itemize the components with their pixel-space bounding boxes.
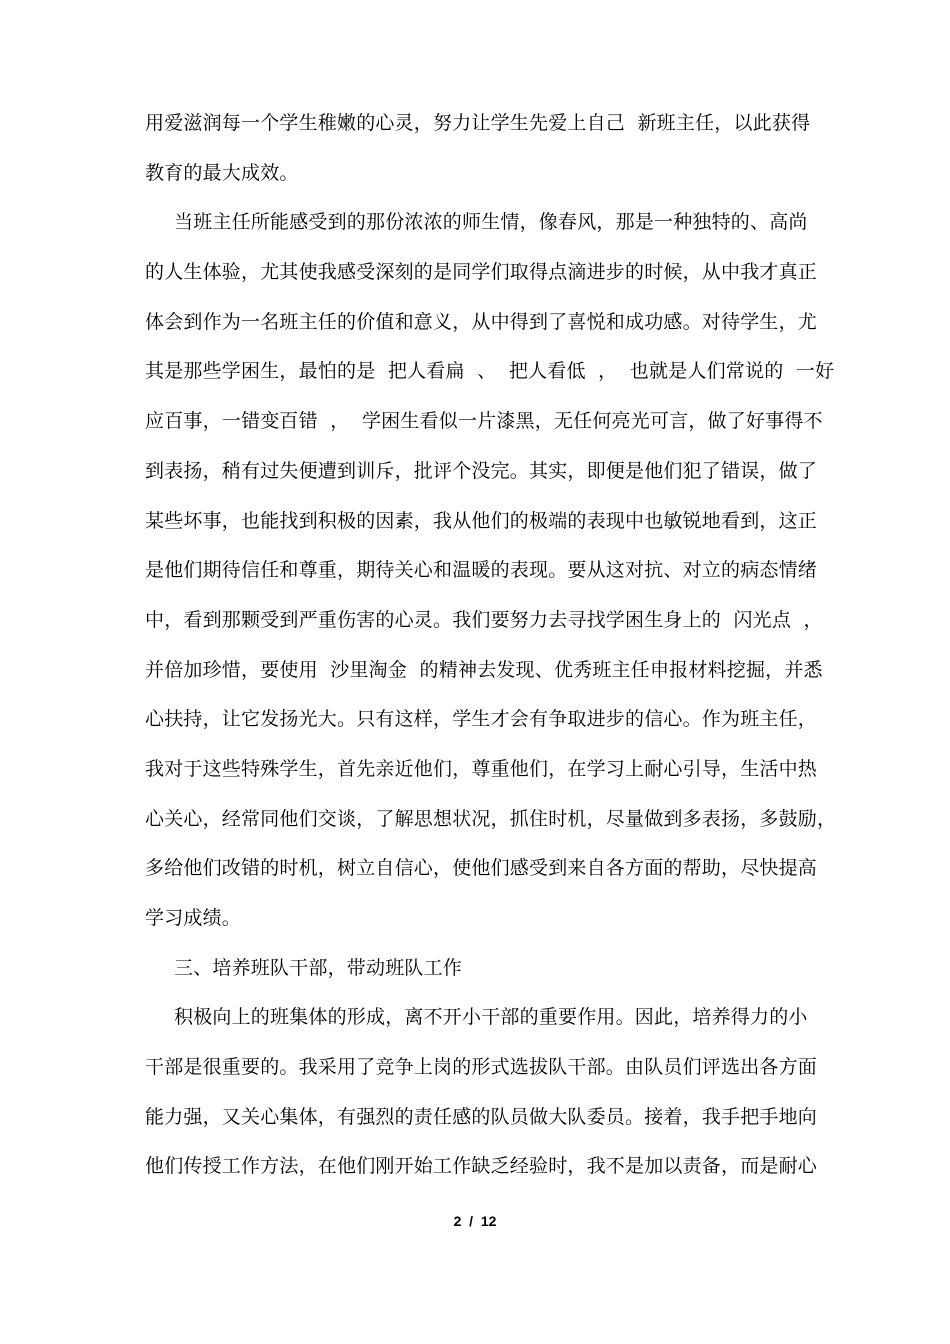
text-line: 的人生体验，尤其使我感受深刻的是同学们取得点滴进步的时候，从中我才真正 (145, 261, 818, 284)
text-line: 他们传授工作方法，在他们刚开始工作缺乏经验时，我不是加以责备，而是耐心 (145, 1155, 818, 1178)
text-line: 我对于这些特殊学生，首先亲近他们，尊重他们，在学习上耐心引导，生活中热 (145, 757, 818, 780)
section-heading (145, 951, 820, 1001)
text-line: 多给他们改错的时机，树立自信心，使他们感受到来自各方面的帮助，尽快提高 (145, 857, 818, 880)
text-line: 应百事，一错变百错 ， 学困生看似一片漆黑，无任何亮光可言，做了好事得不 (145, 410, 823, 433)
text-line: 是他们期待信任和尊重，期待关心和温暖的表现。要从这对抗、对立的病态情绪 (145, 559, 818, 582)
text-line: 用爱滋润每一个学生稚嫩的心灵，努力让学生先爱上自己 新班主任，以此获得 (145, 112, 811, 134)
text-line: 干部是很重要的。我采用了竞争上岗的形式选拔队干部。由队员们评选出各方面 (145, 1056, 818, 1079)
text-line: 体会到作为一名班主任的价值和意义，从中得到了喜悦和成功感。对待学生，尤 (145, 310, 818, 333)
paragraph (145, 106, 820, 205)
text-line: 到表扬，稍有过失便遭到训斥，批评个没完。其实，即便是他们犯了错误，做了 (145, 459, 818, 482)
paragraph (145, 1000, 820, 1199)
text-line: 积极向上的班集体的形成，离不开小干部的重要作用。因此，培养得力的小 (174, 1006, 808, 1029)
text-line: 心扶持，让它发扬光大。只有这样，学生才会有争取进步的信心。作为班主任， (145, 708, 818, 731)
text-line: 心关心，经常同他们交谈，了解思想状况，抓住时机，尽量做到多表扬，多鼓励， (145, 807, 837, 830)
text-line: 能力强，又关心集体，有强烈的责任感的队员做大队委员。接着，我手把手地向 (145, 1105, 818, 1128)
paragraph (145, 205, 837, 950)
text-line: 学习成绩。 (145, 907, 242, 929)
text-line: 并倍加珍惜，要使用 沙里淘金 的精神去发现、优秀班主任申报材料挖掘，并悉 (145, 658, 823, 681)
text-line: 某些坏事，也能找到积极的因素，我从他们的极端的表现中也敏锐地看到，这正 (145, 509, 818, 532)
text-line: 当班主任所能感受到的那份浓浓的师生情，像春风，那是一种独特的、高尚 (174, 211, 808, 234)
text-line: 三、培养班队干部，带动班队工作 (174, 956, 463, 979)
text-line: 教育的最大成效。 (145, 161, 299, 184)
text-line: 中，看到那颗受到严重伤害的心灵。我们要努力去寻找学困生身上的 闪光点 ， (145, 608, 823, 631)
text-line: 其是那些学困生，最怕的是 把人看扁 、 把人看低 ， 也就是人们常说的 一好 (145, 360, 835, 383)
document-body (145, 106, 837, 1199)
page-number: 2 / 12 (453, 1213, 497, 1229)
